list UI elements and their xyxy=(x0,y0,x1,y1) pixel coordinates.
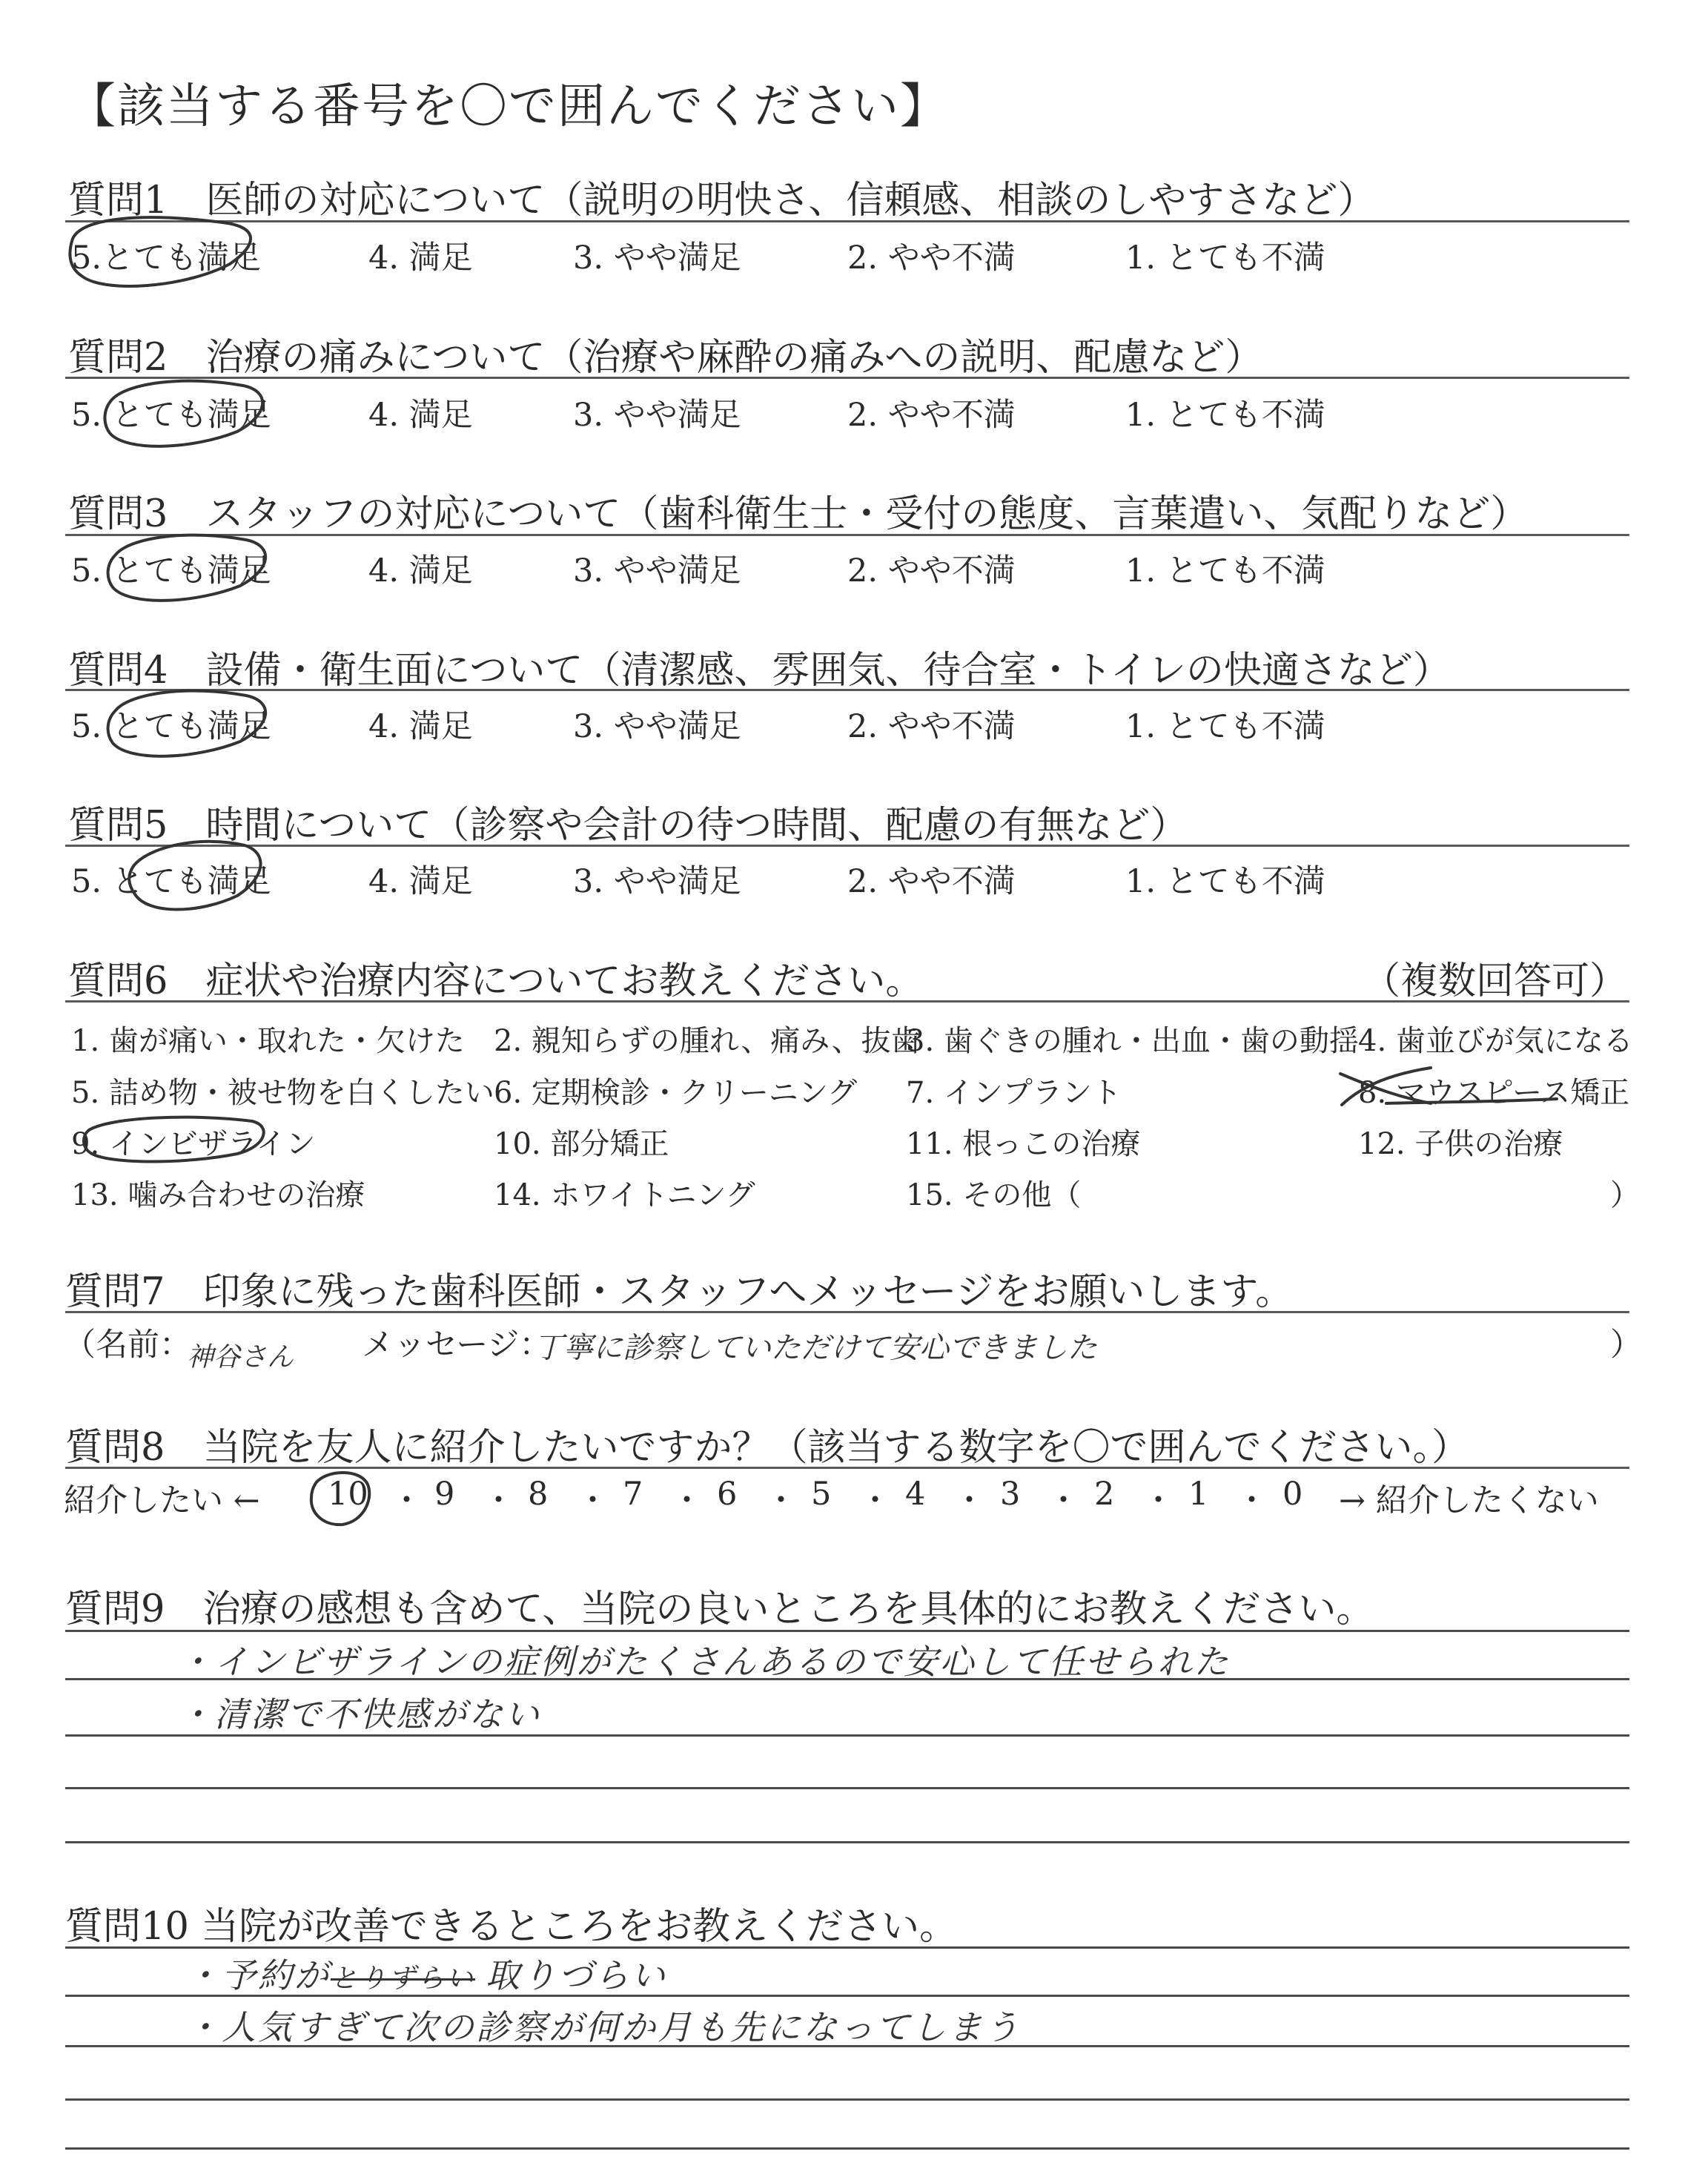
q8-sep: ・ xyxy=(1236,1482,1268,1519)
q10-answer-1-struck: とりずらい xyxy=(331,1964,476,1994)
q5-option-1[interactable]: 1. とても不満 xyxy=(1125,863,1325,900)
q8-scale-3[interactable]: 3 xyxy=(1000,1476,1021,1513)
q8-sep: ・ xyxy=(765,1482,797,1519)
q6-item-5[interactable]: 5. 詰め物・被せ物を白くしたい xyxy=(71,1076,494,1110)
q8-sep: ・ xyxy=(859,1482,891,1519)
q2-option-2[interactable]: 2. やや不満 xyxy=(847,397,1016,434)
q8-sep: ・ xyxy=(1142,1482,1174,1519)
q9-line xyxy=(65,1841,1629,1843)
q4-option-3[interactable]: 3. やや満足 xyxy=(573,708,741,745)
q9-answer-2[interactable]: ・清潔で不快感がない xyxy=(178,1694,541,1734)
q8-right-label: → 紹介したくない xyxy=(1339,1482,1599,1519)
q10-answer-1[interactable] xyxy=(185,1949,667,1998)
q3-option-3[interactable]: 3. やや満足 xyxy=(573,552,741,589)
q8-scale-5[interactable]: 5 xyxy=(811,1476,832,1513)
q5-option-5[interactable]: 5. とても満足 xyxy=(71,863,271,900)
q8-sep: ・ xyxy=(671,1482,703,1519)
q6-rule xyxy=(65,1000,1629,1003)
q7-label: 質問7 印象に残った歯科医師・スタッフへメッセージをお願いします。 xyxy=(65,1270,1294,1314)
q7-message-label: メッセージ： xyxy=(362,1327,552,1364)
q6-item-14[interactable]: 14. ホワイトニング xyxy=(494,1178,755,1212)
q2-option-1[interactable]: 1. とても不満 xyxy=(1125,397,1325,434)
q9-label: 質問9 治療の感想も含めて、当院の良いところを具体的にお教えください。 xyxy=(65,1588,1374,1631)
q2-option-3[interactable]: 3. やや満足 xyxy=(573,397,741,434)
q7-rule xyxy=(65,1311,1629,1313)
q7-name-label: （名前： xyxy=(64,1327,191,1364)
q10-line xyxy=(65,2045,1629,2047)
q4-label: 質問4 設備・衛生面について（清潔感、雰囲気、待合室・トイレの快適さなど） xyxy=(68,649,1451,693)
q7-close: ） xyxy=(1610,1327,1642,1364)
q6-item-1[interactable]: 1. 歯が痛い・取れた・欠けた xyxy=(71,1024,465,1058)
q10-answer-1-prefix: ・予約が xyxy=(185,1955,331,1995)
q6-item-6[interactable]: 6. 定期検診・クリーニング xyxy=(494,1076,858,1110)
q6-item-11[interactable]: 11. 根っこの治療 xyxy=(906,1127,1141,1161)
q8-scale-7[interactable]: 7 xyxy=(623,1476,643,1513)
q5-option-4[interactable]: 4. 満足 xyxy=(368,863,473,900)
q1-option-4[interactable]: 4. 満足 xyxy=(368,240,473,277)
page-title: 【該当する番号を〇で囲んでください】 xyxy=(68,79,949,134)
q6-other-close: ） xyxy=(1610,1178,1640,1212)
q1-rule xyxy=(65,220,1629,222)
q6-label: 質問6 症状や治療内容についてお教えください。 xyxy=(68,960,924,1003)
q8-scale-1[interactable]: 1 xyxy=(1188,1476,1209,1513)
q6-item-8[interactable]: 8. マウスピース矯正 xyxy=(1358,1076,1630,1110)
q5-rule xyxy=(65,845,1629,847)
q5-label: 質問5 時間について（診察や会計の待つ時間、配慮の有無など） xyxy=(68,804,1188,848)
q4-option-5[interactable]: 5. とても満足 xyxy=(71,708,271,745)
q10-line xyxy=(65,1995,1629,1997)
q1-label: 質問1 医師の対応について（説明の明快さ、信頼感、相談のしやすさなど） xyxy=(68,179,1376,222)
q10-answer-2[interactable]: ・人気すぎて次の診察が何か月も先になってしまう xyxy=(185,2007,1021,2047)
q1-option-5[interactable]: 5.とても満足 xyxy=(71,240,262,277)
q8-sep: ・ xyxy=(391,1482,423,1519)
q8-scale-8[interactable]: 8 xyxy=(528,1476,549,1513)
q9-line xyxy=(65,1630,1629,1632)
q8-scale-2[interactable]: 2 xyxy=(1094,1476,1115,1513)
q8-scale-4[interactable]: 4 xyxy=(905,1476,926,1513)
q1-option-3[interactable]: 3. やや満足 xyxy=(573,240,741,277)
q9-line xyxy=(65,1787,1629,1789)
q5-option-3[interactable]: 3. やや満足 xyxy=(573,863,741,900)
q8-scale-6[interactable]: 6 xyxy=(717,1476,738,1513)
q6-item-13[interactable]: 13. 噛み合わせの治療 xyxy=(71,1178,365,1212)
q3-option-5[interactable]: 5. とても満足 xyxy=(71,552,271,589)
q8-sep: ・ xyxy=(483,1482,514,1519)
q10-answer-1-rest: 取りづらい xyxy=(486,1955,668,1995)
q6-item-7[interactable]: 7. インプラント xyxy=(906,1076,1122,1110)
q8-rule xyxy=(65,1467,1629,1469)
q4-option-4[interactable]: 4. 満足 xyxy=(368,708,473,745)
q6-item-15[interactable]: 15. その他（ xyxy=(906,1178,1082,1212)
q8-scale-0[interactable]: 0 xyxy=(1282,1476,1303,1513)
q8-left-label: 紹介したい ← xyxy=(64,1482,260,1519)
q4-option-2[interactable]: 2. やや不満 xyxy=(847,708,1016,745)
q2-label: 質問2 治療の痛みについて（治療や麻酔の痛みへの説明、配慮など） xyxy=(68,336,1263,380)
q2-option-4[interactable]: 4. 満足 xyxy=(368,397,473,434)
q1-option-1[interactable]: 1. とても不満 xyxy=(1125,240,1325,277)
q10-label: 質問10 当院が改善できるところをお教えください。 xyxy=(65,1905,958,1949)
q9-answer-1[interactable]: ・インビザラインの症例がたくさんあるので安心して任せられた xyxy=(178,1642,1231,1682)
q8-label: 質問8 当院を友人に紹介したいですか？（該当する数字を〇で囲んでください。） xyxy=(65,1426,1469,1470)
q3-option-4[interactable]: 4. 満足 xyxy=(368,552,473,589)
q10-line xyxy=(65,2098,1629,2101)
q6-item-4[interactable]: 4. 歯並びが気になる xyxy=(1358,1024,1633,1058)
q8-sep: ・ xyxy=(577,1482,609,1519)
q8-sep: ・ xyxy=(953,1482,985,1519)
q6-item-12[interactable]: 12. 子供の治療 xyxy=(1358,1127,1563,1161)
q6-item-2[interactable]: 2. 親知らずの腫れ、痛み、抜歯 xyxy=(494,1024,921,1058)
q6-multi-note: （複数回答可） xyxy=(1363,960,1628,1003)
q5-option-2[interactable]: 2. やや不満 xyxy=(847,863,1016,900)
q6-item-10[interactable]: 10. 部分矯正 xyxy=(494,1127,669,1161)
q2-rule xyxy=(65,377,1629,379)
q6-item-9[interactable]: 9. インビザライン xyxy=(71,1127,316,1161)
q4-option-1[interactable]: 1. とても不満 xyxy=(1125,708,1325,745)
q7-name-value[interactable]: 神谷さん xyxy=(187,1342,294,1373)
q1-option-2[interactable]: 2. やや不満 xyxy=(847,240,1016,277)
q7-message-value[interactable]: 丁寧に診察していただけて安心できました xyxy=(534,1331,1097,1365)
q4-rule xyxy=(65,689,1629,691)
q3-label: 質問3 スタッフの対応について（歯科衛生士・受付の態度、言葉遣い、気配りなど） xyxy=(68,492,1529,536)
q8-scale-10[interactable]: 10 xyxy=(328,1476,368,1513)
q3-option-2[interactable]: 2. やや不満 xyxy=(847,552,1016,589)
q9-line xyxy=(65,1678,1629,1680)
q8-scale-9[interactable]: 9 xyxy=(434,1476,455,1513)
q3-option-1[interactable]: 1. とても不満 xyxy=(1125,552,1325,589)
q9-line xyxy=(65,1734,1629,1737)
q3-rule xyxy=(65,534,1629,536)
q8-sep: ・ xyxy=(1047,1482,1079,1519)
q2-option-5[interactable]: 5. とても満足 xyxy=(71,397,271,434)
q6-item-3[interactable]: 3. 歯ぐきの腫れ・出血・歯の動揺 xyxy=(906,1024,1359,1058)
q10-line xyxy=(65,2147,1629,2150)
